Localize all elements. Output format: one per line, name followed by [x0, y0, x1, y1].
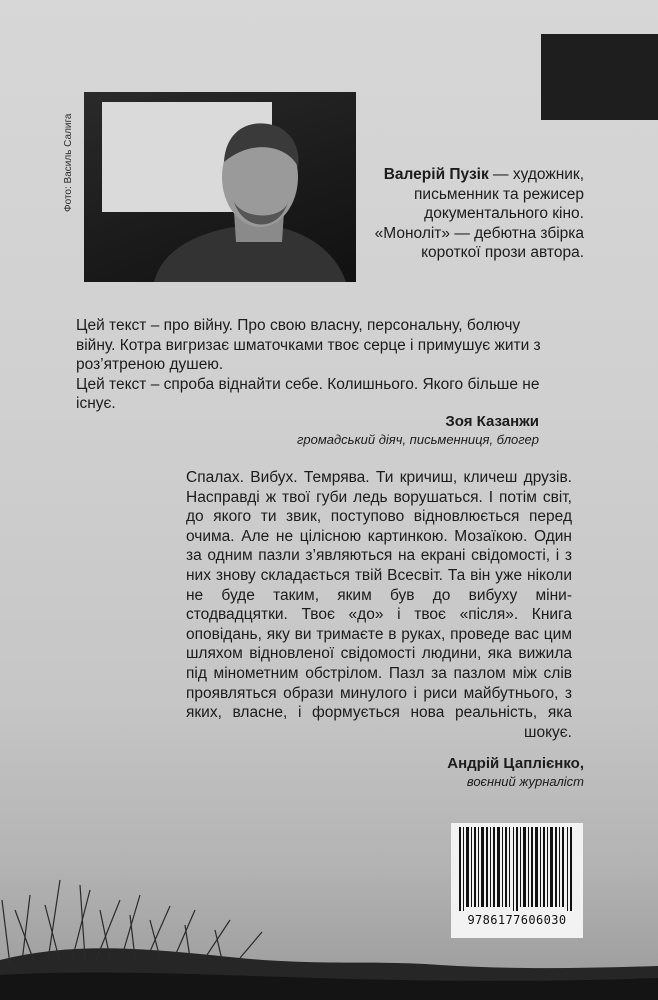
barcode-bars [459, 827, 575, 911]
barcode [451, 823, 583, 938]
signature-suffix: , [579, 755, 584, 772]
signature-name: Андрій Цаплієнко [447, 755, 580, 772]
corner-block [541, 34, 658, 120]
signature-name: Зоя Казанжи [445, 413, 539, 430]
author-bio [364, 165, 584, 263]
barcode-number: 9786177606030 [467, 913, 567, 927]
signature-role: громадський діяч, письменниця, блогер [296, 432, 539, 447]
signature-role: воєнний журналіст [466, 774, 584, 789]
author-bio-text: — художник, письменник та режисер документального кіно. «Моноліт» — дебютна збірка короткої прози автора. [374, 166, 584, 261]
quote-paragraph: Цей текст – спроба віднайти себе. Колишнього. Якого більше не існує. [76, 375, 540, 412]
review-text: Спалах. Вибух. Темрява. Ти кричиш, кличеш друзів. Насправді ж твої губи ледь ворушаться. І потім світ, до якого ти звик, поступово відновлюється перед очима. Але не цілісною картинкою. Мозаїкою. Один за одним пазли з’являються на екрані свідомості, і з них знову складається твій Всесвіт. Та він уже ніколи не буде таким, яким був до вибуху міни-стодвадцятки. Твоє «до» і твоє «після». Книга оповідань, яку ви тримаєте в руках, проведе вас цим шляхом відновленої свідомості людини, яка вижила під мінометним обстрілом. Пазл за пазлом між слів проявляться образи минулого і риси майбутнього, з яких, власне, і формується нова реальність, яка шокує. [186, 469, 572, 741]
quote-zoya [76, 316, 552, 414]
author-portrait-illustration [84, 92, 356, 282]
photo-credit: Фото: Василь Салига [63, 113, 74, 212]
author-photo [84, 92, 356, 282]
signature-zoya [276, 412, 539, 448]
quote-paragraph: Цей текст – про війну. Про свою власну, персональну, болючу війну. Котра вигризає шматочками твоє серце і примушує жити з роз’ятреною душею. [76, 317, 541, 373]
signature-andriy [370, 754, 584, 790]
author-name: Валерій Пузік [383, 166, 489, 183]
